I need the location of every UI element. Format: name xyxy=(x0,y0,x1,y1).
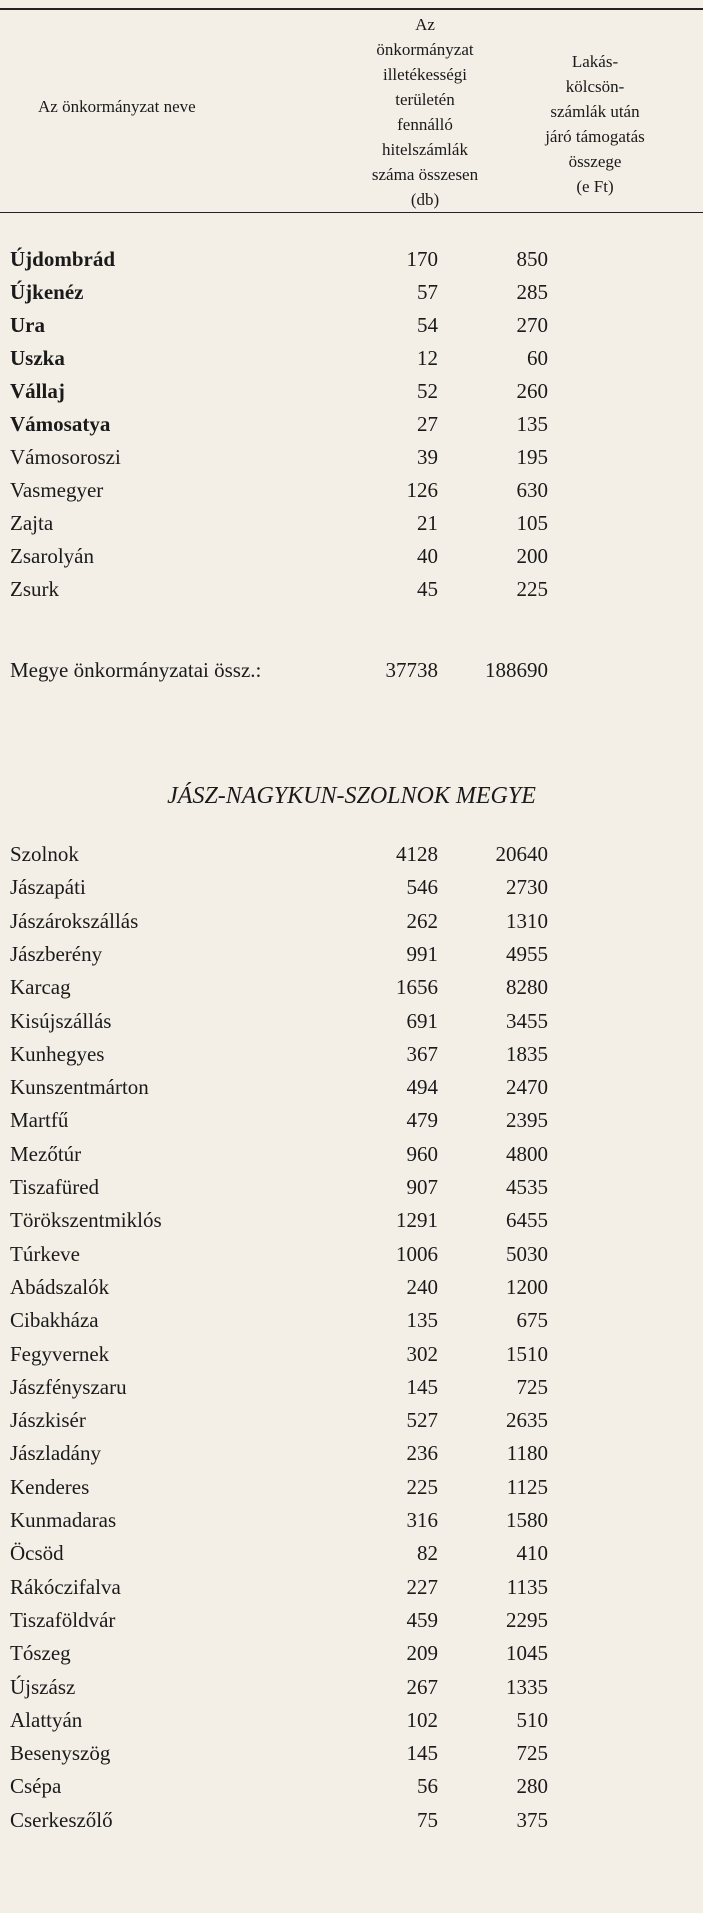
cell-amount: 725 xyxy=(516,1741,548,1766)
cell-count: 12 xyxy=(417,346,438,370)
cell-name: Martfű xyxy=(10,1108,69,1133)
cell-count: 27 xyxy=(417,412,438,436)
cell-name: Vámosoroszi xyxy=(10,445,121,469)
table-row xyxy=(0,478,703,511)
table-row xyxy=(0,942,703,975)
table-row xyxy=(0,1675,703,1708)
cell-amount: 285 xyxy=(516,280,548,304)
header-count xyxy=(340,12,510,212)
cell-amount: 280 xyxy=(516,1774,548,1799)
cell-amount: 1125 xyxy=(506,1474,548,1499)
table-row xyxy=(0,1075,703,1108)
header-count-line: (db) xyxy=(410,190,440,209)
cell-count: 991 xyxy=(406,941,438,966)
cell-amount: 225 xyxy=(516,577,548,601)
cell-amount: 630 xyxy=(516,478,548,502)
cell-amount: 850 xyxy=(516,247,548,271)
cell-amount: 675 xyxy=(516,1308,548,1333)
cell-amount: 2635 xyxy=(506,1408,548,1433)
table-row xyxy=(0,1441,703,1474)
cell-count: 236 xyxy=(406,1441,438,1466)
cell-name: Karcag xyxy=(10,975,71,1000)
header-rule xyxy=(0,212,703,213)
cell-name: Fegyvernek xyxy=(10,1341,110,1366)
cell-name: Jászapáti xyxy=(10,875,86,900)
cell-name: Zsurk xyxy=(10,577,59,601)
cell-name: Zajta xyxy=(10,511,54,535)
total-amount: 188690 xyxy=(485,658,548,682)
cell-count: 102 xyxy=(406,1707,438,1732)
cell-count: 40 xyxy=(417,544,438,568)
table-row xyxy=(0,511,703,544)
cell-count: 240 xyxy=(406,1274,438,1299)
cell-count: 546 xyxy=(406,875,438,900)
cell-count: 267 xyxy=(406,1674,438,1699)
cell-count: 145 xyxy=(406,1374,438,1399)
cell-amount: 4800 xyxy=(506,1141,548,1166)
header-amount-line: kölcsön- xyxy=(565,77,625,96)
cell-count: 209 xyxy=(406,1641,438,1666)
cell-amount: 2470 xyxy=(506,1075,548,1100)
table-row xyxy=(0,1308,703,1341)
header-count-line: fennálló xyxy=(397,115,453,134)
table-row xyxy=(0,1608,703,1641)
header-amount-line: összege xyxy=(568,152,622,171)
cell-amount: 135 xyxy=(516,412,548,436)
cell-amount: 1200 xyxy=(506,1274,548,1299)
table-row xyxy=(0,1408,703,1441)
table-row xyxy=(0,1575,703,1608)
table-row xyxy=(0,842,703,875)
header-amount-line: számlák után xyxy=(550,102,640,121)
cell-count: 960 xyxy=(406,1141,438,1166)
table-row xyxy=(0,445,703,478)
cell-count: 82 xyxy=(417,1541,438,1566)
table-row xyxy=(0,379,703,412)
cell-count: 52 xyxy=(417,379,438,403)
cell-amount: 20640 xyxy=(495,842,548,866)
cell-name: Abádszalók xyxy=(10,1274,110,1299)
cell-count: 170 xyxy=(406,247,438,271)
table-row xyxy=(0,1208,703,1241)
cell-name: Ura xyxy=(10,313,45,337)
cell-amount: 1180 xyxy=(506,1441,548,1466)
cell-name: Tiszafüred xyxy=(10,1175,100,1199)
table-row xyxy=(0,1042,703,1075)
cell-name: Kisújszállás xyxy=(10,1008,112,1033)
table-row xyxy=(0,1009,703,1042)
cell-name: Szolnok xyxy=(10,842,79,866)
cell-amount: 200 xyxy=(516,544,548,568)
cell-count: 145 xyxy=(406,1741,438,1766)
cell-count: 75 xyxy=(417,1807,438,1832)
cell-amount: 8280 xyxy=(506,975,548,1000)
header-name: Az önkormányzat neve xyxy=(38,97,196,116)
cell-amount: 105 xyxy=(516,511,548,535)
cell-amount: 4955 xyxy=(506,941,548,966)
cell-count: 57 xyxy=(417,280,438,304)
cell-count: 135 xyxy=(406,1308,438,1333)
cell-amount: 1135 xyxy=(506,1574,548,1599)
cell-name: Mezőtúr xyxy=(10,1141,82,1166)
cell-count: 54 xyxy=(417,313,438,337)
table-row xyxy=(0,1142,703,1175)
cell-count: 225 xyxy=(406,1474,438,1499)
cell-name: Újszász xyxy=(10,1674,76,1699)
table-row xyxy=(0,412,703,445)
cell-count: 691 xyxy=(406,1008,438,1033)
cell-count: 227 xyxy=(406,1574,438,1599)
header-amount-line: Lakás- xyxy=(571,52,619,71)
cell-name: Zsarolyán xyxy=(10,544,94,568)
cell-count: 1291 xyxy=(396,1208,438,1233)
cell-name: Cserkeszőlő xyxy=(10,1807,113,1832)
table-row xyxy=(0,1475,703,1508)
cell-count: 1006 xyxy=(396,1241,438,1266)
header-count-line: önkormányzat xyxy=(376,40,474,59)
cell-amount: 270 xyxy=(516,313,548,337)
cell-count: 302 xyxy=(406,1341,438,1366)
table-row xyxy=(0,1541,703,1574)
table-row xyxy=(0,975,703,1008)
table-row xyxy=(0,544,703,577)
cell-amount: 5030 xyxy=(506,1241,548,1266)
cell-name: Tószeg xyxy=(10,1641,71,1666)
table-row xyxy=(0,1342,703,1375)
table-row xyxy=(0,909,703,942)
cell-amount: 1310 xyxy=(506,908,548,933)
total-label: Megye önkormányzatai össz.: xyxy=(10,658,262,682)
cell-name: Besenyszög xyxy=(10,1741,111,1766)
table-row xyxy=(0,1808,703,1841)
total-count: 37738 xyxy=(385,658,438,682)
table-row xyxy=(0,1242,703,1275)
cell-amount: 410 xyxy=(516,1541,548,1566)
cell-name: Jászberény xyxy=(10,941,103,966)
cell-name: Jászladány xyxy=(10,1441,101,1466)
cell-name: Túrkeve xyxy=(10,1241,80,1266)
table-row xyxy=(0,1108,703,1141)
cell-amount: 1835 xyxy=(506,1041,548,1066)
cell-amount: 195 xyxy=(516,445,548,469)
cell-count: 479 xyxy=(406,1108,438,1133)
table-row xyxy=(0,1774,703,1807)
cell-name: Vállaj xyxy=(10,379,65,403)
cell-name: Öcsöd xyxy=(10,1541,64,1566)
cell-name: Kunmadaras xyxy=(10,1508,117,1532)
cell-name: Vasmegyer xyxy=(10,478,104,502)
cell-count: 39 xyxy=(417,445,438,469)
header-amount-line: (e Ft) xyxy=(576,177,614,196)
table-header xyxy=(0,12,703,207)
cell-count: 1656 xyxy=(396,975,438,1000)
cell-amount: 4535 xyxy=(506,1175,548,1199)
cell-count: 126 xyxy=(406,478,438,502)
cell-name: Tiszaföldvár xyxy=(10,1607,116,1632)
cell-name: Alattyán xyxy=(10,1707,83,1732)
cell-amount: 725 xyxy=(516,1374,548,1399)
table-row xyxy=(0,1375,703,1408)
table-row xyxy=(0,247,703,280)
cell-amount: 2295 xyxy=(506,1607,548,1632)
cell-count: 45 xyxy=(417,577,438,601)
cell-name: Jászfényszaru xyxy=(10,1374,127,1399)
cell-name: Kunszentmárton xyxy=(10,1075,149,1100)
cell-count: 907 xyxy=(406,1175,438,1199)
cell-count: 527 xyxy=(406,1408,438,1433)
cell-amount: 375 xyxy=(516,1807,548,1832)
table-row xyxy=(0,1641,703,1674)
header-amount-line: járó támogatás xyxy=(545,127,645,146)
table-row xyxy=(0,875,703,908)
cell-name: Újdombrád xyxy=(10,247,116,271)
table-row xyxy=(0,346,703,379)
table-row xyxy=(0,1275,703,1308)
table-row xyxy=(0,1741,703,1774)
header-count-line: száma összesen xyxy=(371,165,479,184)
cell-name: Kenderes xyxy=(10,1474,90,1499)
cell-name: Rákóczifalva xyxy=(10,1574,121,1599)
cell-amount: 260 xyxy=(516,379,548,403)
cell-name: Újkenéz xyxy=(10,280,84,304)
cell-name: Törökszentmiklós xyxy=(10,1208,162,1233)
table-row xyxy=(0,1508,703,1541)
table-row xyxy=(0,577,703,610)
section-title: JÁSZ-NAGYKUN-SZOLNOK MEGYE xyxy=(167,783,536,809)
cell-amount: 1045 xyxy=(506,1641,548,1666)
header-count-line: illetékességi xyxy=(382,65,468,84)
table-row xyxy=(0,1708,703,1741)
cell-amount: 1335 xyxy=(506,1674,548,1699)
cell-name: Csépa xyxy=(10,1774,62,1799)
cell-name: Vámosatya xyxy=(10,412,111,436)
cell-amount: 3455 xyxy=(506,1008,548,1033)
table-row xyxy=(0,313,703,346)
header-count-line: Az xyxy=(415,15,435,34)
cell-count: 494 xyxy=(406,1075,438,1100)
top-rule xyxy=(0,8,703,10)
cell-count: 367 xyxy=(406,1041,438,1066)
cell-count: 459 xyxy=(406,1607,438,1632)
table-row xyxy=(0,280,703,313)
cell-name: Uszka xyxy=(10,346,65,370)
header-amount xyxy=(510,49,680,199)
cell-count: 262 xyxy=(406,908,438,933)
cell-count: 4128 xyxy=(396,842,438,866)
cell-name: Jászkisér xyxy=(10,1408,86,1433)
cell-amount: 2730 xyxy=(506,875,548,900)
cell-amount: 1510 xyxy=(506,1341,548,1366)
cell-amount: 60 xyxy=(527,346,548,370)
cell-name: Cibakháza xyxy=(10,1308,99,1333)
cell-name: Kunhegyes xyxy=(10,1041,105,1066)
header-count-line: területén xyxy=(395,90,455,109)
header-count-line: hitelszámlák xyxy=(382,140,468,159)
cell-count: 21 xyxy=(417,511,438,535)
cell-amount: 6455 xyxy=(506,1208,548,1233)
cell-count: 56 xyxy=(417,1774,438,1799)
cell-amount: 510 xyxy=(516,1707,548,1732)
cell-name: Jászárokszállás xyxy=(10,908,139,933)
table-row xyxy=(0,1175,703,1208)
cell-amount: 1580 xyxy=(506,1508,548,1532)
cell-amount: 2395 xyxy=(506,1108,548,1133)
cell-count: 316 xyxy=(406,1508,438,1532)
